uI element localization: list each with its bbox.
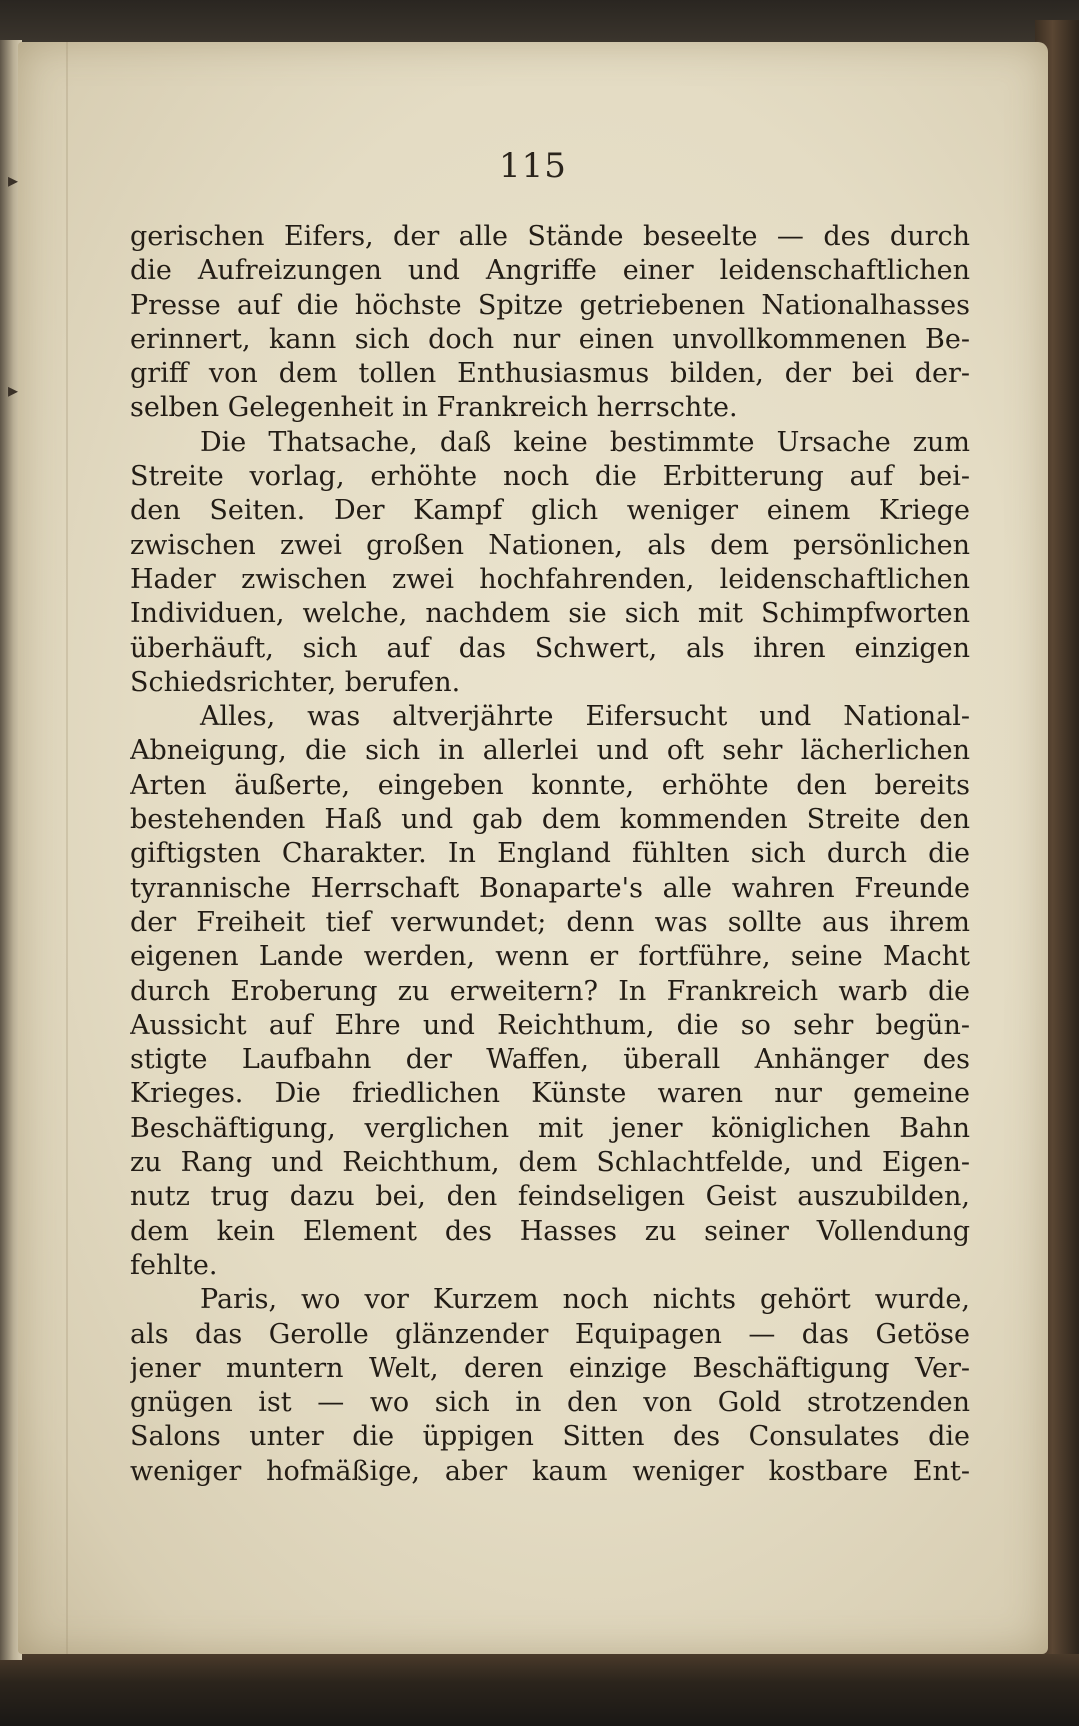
text-line: den Seiten. Der Kampf glich weniger einem Kriege [130,495,970,527]
margin-tick-mark: ▸ [8,378,19,402]
text-line: zwischen zwei großen Nationen, als dem persönlichen [130,529,970,561]
text-line: Hader zwischen zwei hochfahrenden, leidenschaftlichen [130,563,970,595]
text-line: Paris, wo vor Kurzem noch nichts gehört wurde, [200,1284,970,1316]
text-line: tyrannische Herrschaft Bonaparte's alle wahren Freunde [130,872,970,904]
text-line: jener muntern Welt, deren einzige Beschäftigung Ver- [130,1352,970,1384]
text-line: Streite vorlag, erhöhte noch die Erbitterung auf bei- [130,461,970,493]
text-line: griff von dem tollen Enthusiasmus bilden, der bei der- [130,358,970,390]
margin-tick-mark: ▸ [8,168,19,192]
text-line: giftigsten Charakter. In England fühlten sich durch die [130,838,970,870]
text-line: Beschäftigung, verglichen mit jener königlichen Bahn [130,1112,970,1144]
page-number: 115 [499,146,567,186]
text-line: Alles, was altverjährte Eifersucht und National- [200,701,970,733]
text-line: Abneigung, die sich in allerlei und oft sehr lächerlichen [130,735,970,767]
text-line: durch Eroberung zu erweitern? In Frankreich warb die [130,975,970,1007]
text-line: Aussicht auf Ehre und Reichthum, die so sehr begün- [130,1009,970,1041]
page-fold-line [66,42,68,1654]
text-line: der Freiheit tief verwundet; denn was sollte aus ihrem [130,906,970,938]
text-line: gnügen ist — wo sich in den von Gold strotzenden [130,1387,970,1419]
text-line: Individuen, welche, nachdem sie sich mit Schimpfworten [130,598,970,630]
text-line: weniger hofmäßige, aber kaum weniger kostbare Ent- [130,1455,970,1487]
text-line: fehlte. [130,1249,218,1281]
text-line: die Aufreizungen und Angriffe einer leidenschaftlichen [130,255,970,287]
text-line: dem kein Element des Hasses zu seiner Vollendung [130,1215,970,1247]
text-line: Arten äußerte, eingeben konnte, erhöhte den bereits [130,769,970,801]
text-line: Presse auf die höchste Spitze getriebenen Nationalhasses [130,289,970,321]
text-line: überhäuft, sich auf das Schwert, als ihren einzigen [130,632,970,664]
text-line: Schiedsrichter, berufen. [130,666,461,698]
text-line: eigenen Lande werden, wenn er fortführe, seine Macht [130,941,970,973]
text-line: bestehenden Haß und gab dem kommenden Streite den [130,804,970,836]
book-page [18,42,1048,1654]
text-line: als das Gerolle glänzender Equipagen — das Getöse [130,1318,970,1350]
text-line: erinnert, kann sich doch nur einen unvollkommenen Be- [130,323,970,355]
text-line: nutz trug dazu bei, den feindseligen Geist auszubilden, [130,1181,970,1213]
text-line: selben Gelegenheit in Frankreich herrschte. [130,392,738,424]
text-line: Die Thatsache, daß keine bestimmte Ursache zum [200,426,970,458]
text-line: stigte Laufbahn der Waffen, überall Anhänger des [130,1044,970,1076]
text-line: Krieges. Die friedlichen Künste waren nur gemeine [130,1078,970,1110]
text-line: zu Rang und Reichthum, dem Schlachtfelde, und Eigen- [130,1147,970,1179]
text-line: Salons unter die üppigen Sitten des Consulates die [130,1421,970,1453]
book-cover-bottom [0,1654,1079,1726]
text-line: gerischen Eifers, der alle Stände beseelte — des durch [130,221,970,252]
page-body-text [130,220,970,1489]
book-cover-top [0,0,1079,44]
